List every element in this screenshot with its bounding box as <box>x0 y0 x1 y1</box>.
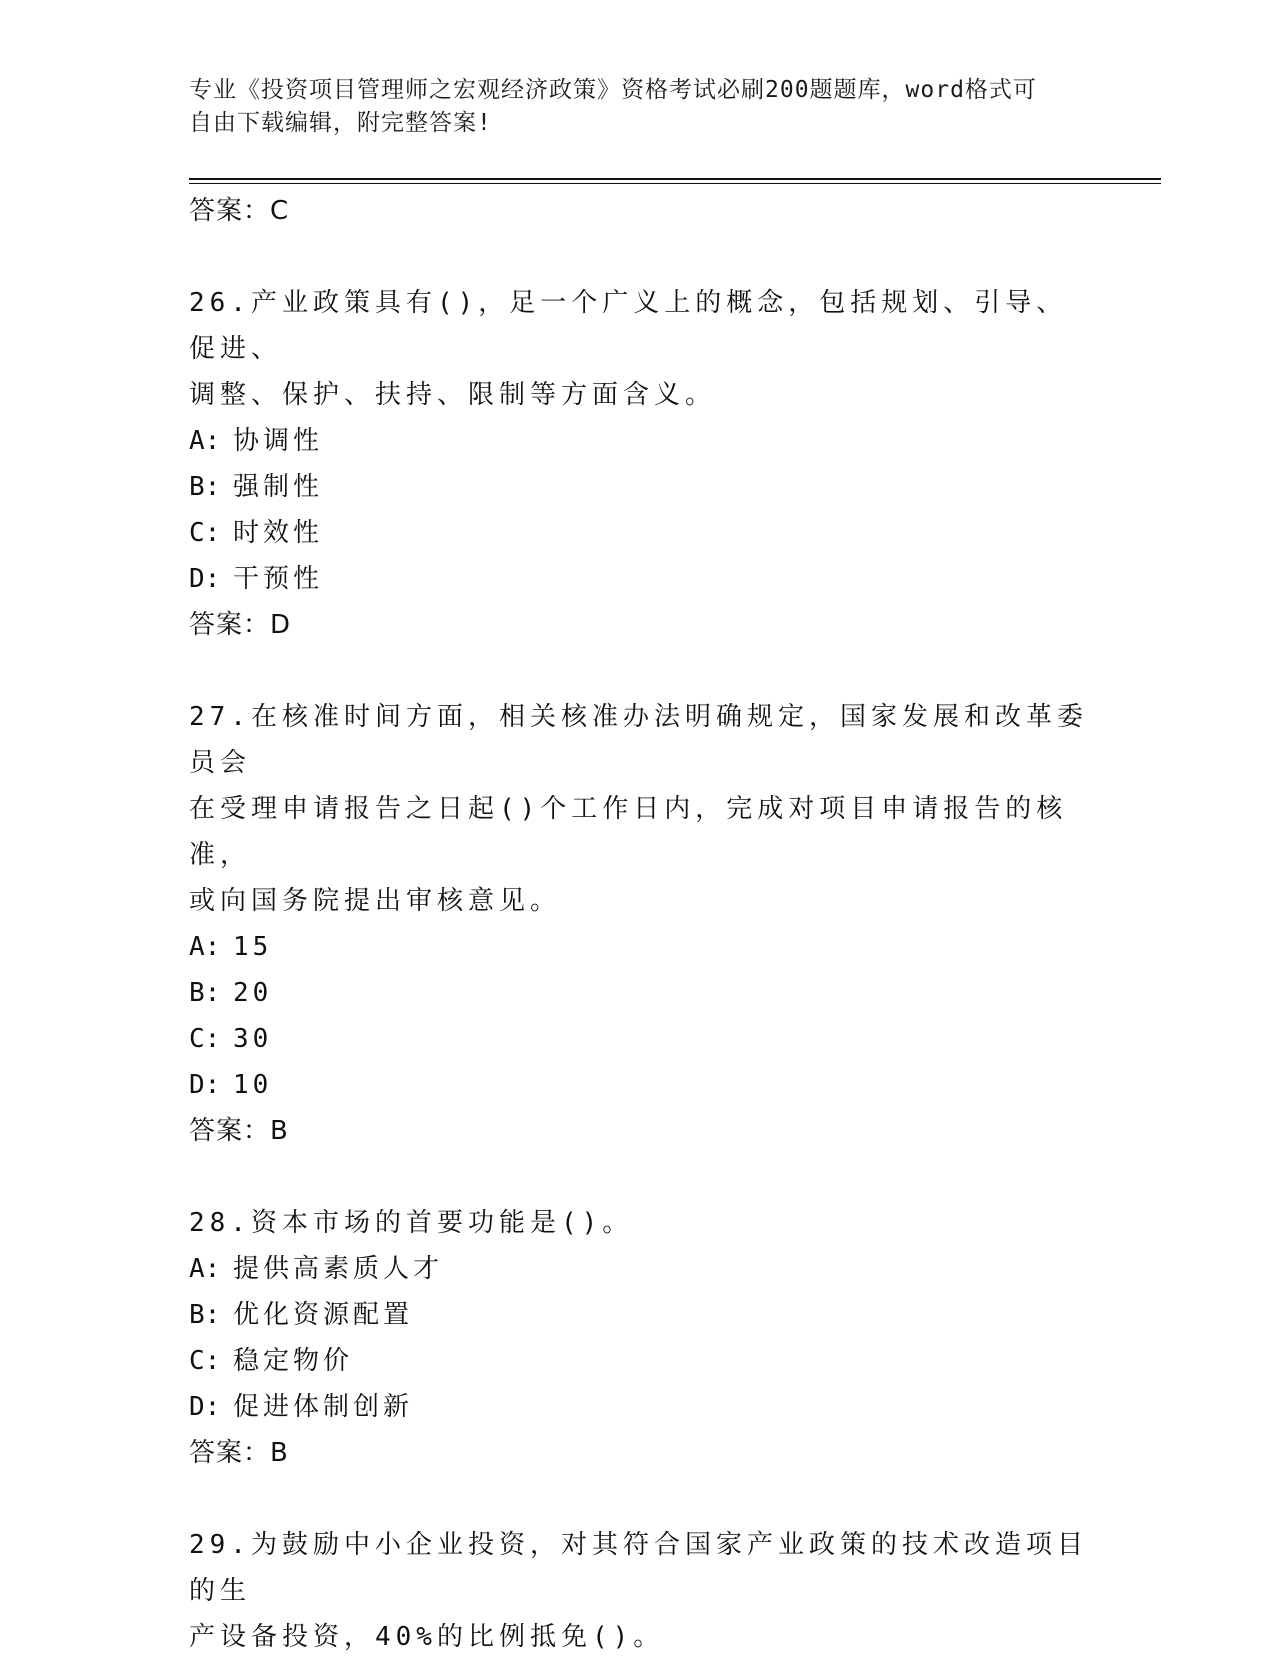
question-line: 在受理申请报告之日起()个工作日内，完成对项目申请报告的核准， <box>189 794 1068 870</box>
option-b <box>189 970 1089 1016</box>
option-b <box>189 1292 1089 1338</box>
answer-label: 答案：C <box>189 196 290 226</box>
option-key: B: <box>189 472 221 502</box>
header-divider-thin <box>189 183 1161 184</box>
option-text: 优化资源配置 <box>233 1300 414 1330</box>
question-text <box>189 694 1089 924</box>
header-divider <box>189 178 1161 180</box>
option-key: B: <box>189 1300 221 1330</box>
option-key: C: <box>189 1346 221 1376</box>
option-text: 干预性 <box>233 564 324 594</box>
answer-label: 答案：B <box>189 1438 289 1468</box>
option-c <box>189 1016 1089 1062</box>
option-key: D: <box>189 1392 221 1422</box>
option-c <box>189 1338 1089 1384</box>
option-d <box>189 1384 1089 1430</box>
question-29 <box>189 1522 1089 1660</box>
option-key: C: <box>189 1024 221 1054</box>
option-text: 提供高素质人才 <box>233 1254 444 1284</box>
option-key: A: <box>189 426 221 456</box>
question-line: 28.资本市场的首要功能是()。 <box>189 1208 634 1238</box>
option-text: 促进体制创新 <box>233 1392 414 1422</box>
option-key: D: <box>189 1070 221 1100</box>
option-text: 稳定物价 <box>233 1346 354 1376</box>
question-line: 26.产业政策具有()，足一个广义上的概念，包括规划、引导、促进、 <box>189 288 1068 364</box>
document-header <box>189 74 1069 140</box>
question-text <box>189 280 1089 418</box>
option-text: 强制性 <box>233 472 324 502</box>
question-27 <box>189 694 1089 1154</box>
question-text <box>189 1200 1089 1246</box>
option-key: D: <box>189 564 221 594</box>
question-line: 产设备投资，40%的比例抵免()。 <box>189 1622 665 1652</box>
question-28 <box>189 1200 1089 1476</box>
answer-label: 答案：B <box>189 1116 289 1146</box>
question-list <box>189 188 1089 1660</box>
option-d <box>189 556 1089 602</box>
option-b <box>189 464 1089 510</box>
option-text: 10 <box>233 1070 273 1100</box>
option-key: C: <box>189 518 221 548</box>
option-a <box>189 418 1089 464</box>
option-key: A: <box>189 932 221 962</box>
option-text: 协调性 <box>233 426 324 456</box>
question-line: 29.为鼓励中小企业投资，对其符合国家产业政策的技术改造项目的生 <box>189 1530 1088 1606</box>
question-line: 调整、保护、扶持、限制等方面含义。 <box>189 380 717 410</box>
question-26 <box>189 280 1089 648</box>
option-a <box>189 924 1089 970</box>
option-c <box>189 510 1089 556</box>
option-key: B: <box>189 978 221 1008</box>
question-line: 或向国务院提出审核意见。 <box>189 886 562 916</box>
option-key: A: <box>189 1254 221 1284</box>
question-text <box>189 1522 1089 1660</box>
option-d <box>189 1062 1089 1108</box>
option-text: 15 <box>233 932 273 962</box>
option-a <box>189 1246 1089 1292</box>
question-line: 27.在核准时间方面，相关核准办法明确规定，国家发展和改革委员会 <box>189 702 1088 778</box>
header-line-1: 专业《投资项目管理师之宏观经济政策》资格考试必刷200题题库，word格式可 <box>189 77 1037 103</box>
header-line-2: 自由下载编辑，附完整答案! <box>189 110 492 136</box>
option-text: 时效性 <box>233 518 324 548</box>
option-text: 30 <box>233 1024 273 1054</box>
answer-label: 答案：D <box>189 610 292 640</box>
option-text: 20 <box>233 978 273 1008</box>
